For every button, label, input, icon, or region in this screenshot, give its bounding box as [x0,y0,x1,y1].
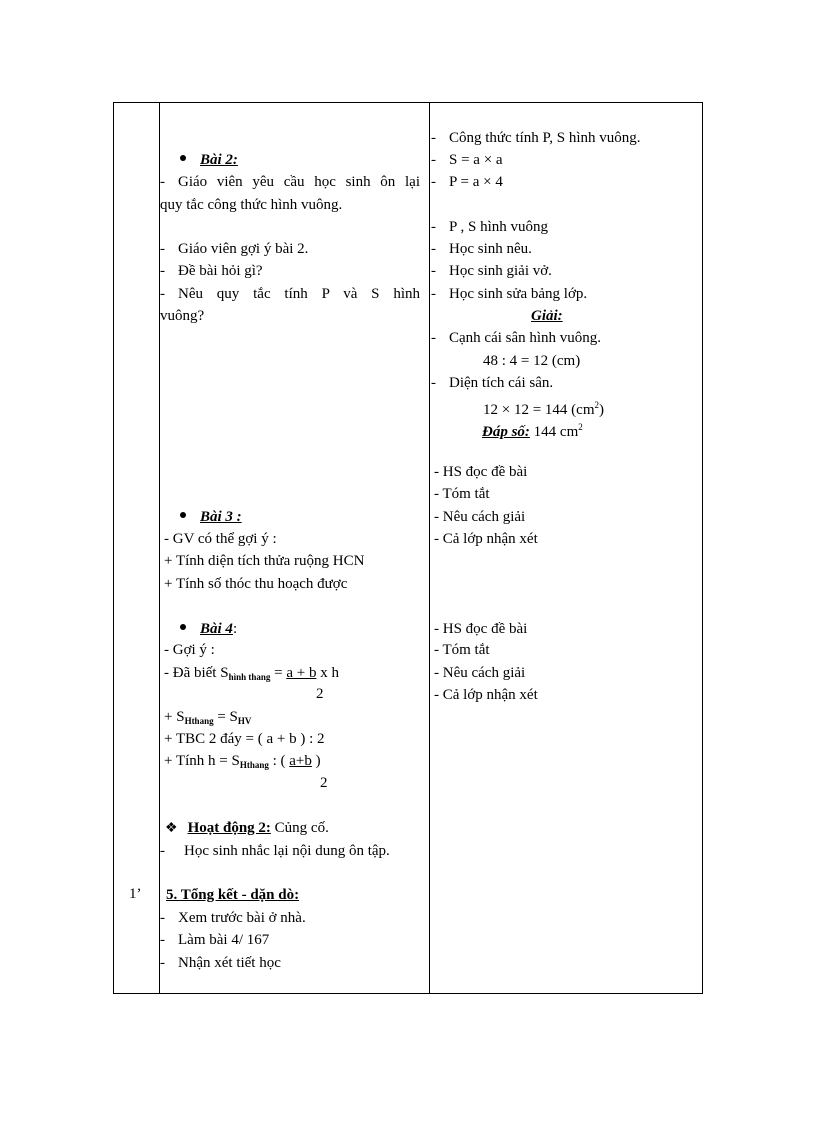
bai3-student-3: - Nêu cách giải [434,509,526,525]
right-line-7: - Học sinh sửa bảng lớp. [431,286,588,302]
bai3-student-4: - Cả lớp nhận xét [434,531,538,547]
summary-line-2: - Làm bài 4/ 167 [160,932,270,948]
diamond-bullet-icon: ❖ [165,821,178,836]
right-line-9: 48 : 4 = 12 (cm) [483,353,581,369]
bai3-line-2: + Tính diện tích thửa ruộng HCN [164,553,365,569]
bai4-line-4: + TBC 2 đáy = ( a + b ) : 2 [164,731,325,747]
activity-2-heading: ❖ Hoạt động 2: Củng cố. [165,820,329,836]
bai4-student-1: - HS đọc đề bài [434,621,528,637]
bai3-line-1: - GV có thể gợi ý : [164,531,277,547]
bai4-student-3: - Nêu cách giải [434,665,526,681]
bai3-line-3: + Tính số thóc thu hoạch được [164,576,348,592]
bai2-line-1: - Giáo viên yêu cầu học sinh ôn lại [160,174,420,190]
right-line-2: - S = a × a [431,152,503,168]
bai4-formula-1-denominator: 2 [316,686,324,702]
bai4-line-3: + $S_{Hthang} = S_{HV}$ [164,709,252,726]
bai4-heading: Bài 4: [180,620,237,638]
bai2-line-6: vuông? [160,308,205,324]
bai4-formula-2-denominator: 2 [320,775,328,791]
right-line-4: - P , S hình vuông [431,219,549,235]
right-line-5: - Học sinh nêu. [431,241,532,257]
bullet-icon [180,155,186,161]
summary-line-1: - Xem trước bài ở nhà. [160,910,306,926]
bai2-line-5: - Nêu quy tắc tính P và S hình [160,286,420,302]
right-line-10: - Diện tích cái sân. [431,375,554,391]
bai3-heading: Bài 3 : [180,508,242,526]
bai3-student-1: - HS đọc đề bài [434,464,528,480]
bullet-icon [180,512,186,518]
summary-heading: 5. Tổng kết - dặn dò: [166,887,300,903]
right-line-6: - Học sinh giải vở. [431,263,552,279]
bai4-student-4: - Cả lớp nhận xét [434,687,538,703]
bai2-heading: Bài 2: [180,151,238,169]
column-divider-2 [429,103,430,993]
answer-line: Đáp số: 144 $cm^2$ [482,422,583,440]
right-line-1: - Công thức tính P, S hình vuông. [431,130,641,146]
bai2-line-3: - Giáo viên gợi ý bài 2. [160,241,309,257]
right-line-11: 12 × 12 = 144 $(cm^2)$ [483,400,604,418]
bai4-line-1: - Gợi ý : [164,642,215,658]
bullet-icon [180,624,186,630]
lesson-table [113,102,703,994]
summary-line-3: - Nhận xét tiết học [160,955,281,971]
right-line-8: - Cạnh cái sân hình vuông. [431,330,602,346]
activity-2-line-1: - Học sinh nhắc lại nội dung ôn tập. [160,843,390,859]
time-cell: 1’ [129,886,142,902]
bai2-line-4: - Đề bài hỏi gì? [160,263,263,279]
bai4-student-2: - Tóm tắt [434,642,490,658]
bai2-line-2: quy tắc công thức hình vuông. [160,197,343,213]
solution-heading: Giải: [531,308,563,324]
bai4-formula-1: - Đã biết $S_{hình thang} = a + b$ x h [164,665,339,682]
bai4-formula-2: + Tính $h = S_{Hthang}$ : ( a+b ) [164,753,321,770]
right-line-3: - P = a × 4 [431,174,503,190]
bai3-student-2: - Tóm tắt [434,486,490,502]
